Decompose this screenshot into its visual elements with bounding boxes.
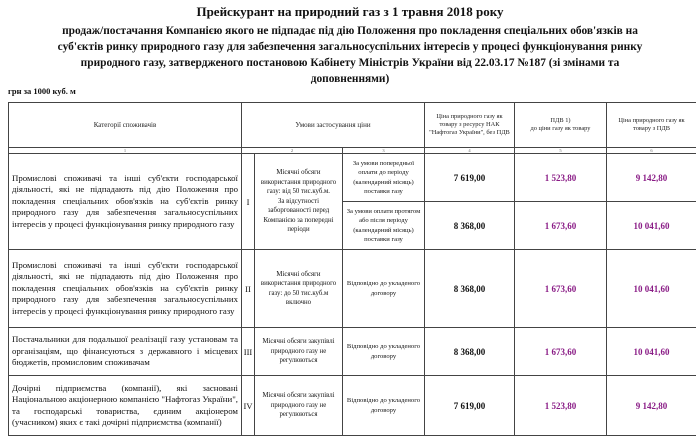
col-number: 2 [242, 148, 343, 154]
table-row [9, 328, 697, 376]
condition-cell: Місячні обсяги закупівлі природного газу не регулюються [255, 376, 343, 436]
payment-condition-cell: Відповідно до укладеного договору [343, 376, 425, 436]
price-no-vat-cell: 8 368,00 [425, 202, 515, 250]
category-number: IV [242, 376, 255, 436]
vat-cell: 1 523,80 [515, 376, 607, 436]
category-number: III [242, 328, 255, 376]
price-table-container [8, 102, 696, 448]
table-row [9, 250, 697, 328]
payment-condition-cell: За умови оплати протягом або після періоду (календарний місяць) поставки газу [343, 202, 425, 250]
header-conditions: Умови застосування ціни [242, 103, 425, 148]
header-price-vat: Ціна природного газу як товару з ПДВ [607, 103, 697, 148]
table-row [9, 154, 697, 202]
document-subtitle: продаж/постачання Компанією якого не підпадає під дію Положення про покладення спеціальних обов'язків на суб'єктів ринку природного газу для забезпечення загальносуспільних інтересів у процесі функціонування ринку природного газу, затвердженого постановою Кабінету Міністрів України від 22.03.17 №187 (зі змінами та доповненнями) [57, 25, 643, 85]
col-number: 3 [343, 148, 425, 154]
header-category: Категорії споживачів [9, 103, 242, 148]
price-no-vat-cell: 8 368,00 [425, 250, 515, 328]
category-cell: Дочірні підприємства (компанії), які засновані Національною акціонерною компанією "Нафтогаз України", та господарські товариства, єдиним акціонером (учасником) яких є такі дочірні підприємства (компанії) [9, 376, 242, 436]
payment-condition-cell: За умови попередньої оплати до періоду (календарний місяць) поставки газу [343, 154, 425, 202]
table-header-row [9, 103, 697, 148]
price-table [8, 102, 696, 436]
table-row [9, 376, 697, 436]
payment-condition-cell: Відповідно до укладеного договору [343, 328, 425, 376]
col-number: 4 [425, 148, 515, 154]
unit-label: грн за 1000 куб. м [8, 86, 76, 96]
price-no-vat-cell: 7 619,00 [425, 154, 515, 202]
category-cell: Промислові споживачі та інші суб'єкти господарської діяльності, які не підпадають під дію Положення про покладення спеціальних обов'язків на суб'єктів ринку природного газу для забезпечення загальносуспільних інтересів у процесі функціонування ринку природного газу [9, 154, 242, 250]
price-no-vat-cell: 8 368,00 [425, 328, 515, 376]
category-cell: Промислові споживачі та інші суб'єкти господарської діяльності, які не підпадають під дію Положення про покладення спеціальних обов'язків на суб'єктів ринку природного газу для забезпечення загальносуспільних інтересів у процесі функціонування ринку природного газу [9, 250, 242, 328]
vat-cell: 1 673,60 [515, 250, 607, 328]
vat-cell: 1 523,80 [515, 154, 607, 202]
price-with-vat-cell: 9 142,80 [607, 154, 697, 202]
condition-cell: Місячні обсяги використання природного газу: до 50 тис.куб.м включно [255, 250, 343, 328]
category-number: I [242, 154, 255, 250]
category-number: II [242, 250, 255, 328]
price-with-vat-cell: 10 041,60 [607, 328, 697, 376]
category-cell: Постачальники для подальшої реалізації газу установам та організаціям, що фінансуються з державного і місцевих бюджетів, промисловим споживачам [9, 328, 242, 376]
condition-cell: Місячні обсяги закупівлі природного газу не регулюються [255, 328, 343, 376]
vat-cell: 1 673,60 [515, 328, 607, 376]
price-with-vat-cell: 10 041,60 [607, 202, 697, 250]
price-with-vat-cell: 9 142,80 [607, 376, 697, 436]
header-price-no-vat: Ціна природного газу як товару з ресурсу НАК "Нафтогаз України", без ПДВ [425, 103, 515, 148]
col-number: 6 [607, 148, 697, 154]
header-vat: ПДВ 1) до ціни газу як товару [515, 103, 607, 148]
condition-cell: Місячні обсяги використання природного газу: від 50 тис.куб.м. За відсутності заборгованості перед Компанією за попередні періоди [255, 154, 343, 250]
price-with-vat-cell: 10 041,60 [607, 250, 697, 328]
col-number: 5 [515, 148, 607, 154]
document-title: Прейскурант на природний газ з 1 травня 2018 року [196, 4, 504, 19]
vat-cell: 1 673,60 [515, 202, 607, 250]
col-number: 1 [9, 148, 242, 154]
price-no-vat-cell: 7 619,00 [425, 376, 515, 436]
payment-condition-cell: Відповідно до укладеного договору [343, 250, 425, 328]
